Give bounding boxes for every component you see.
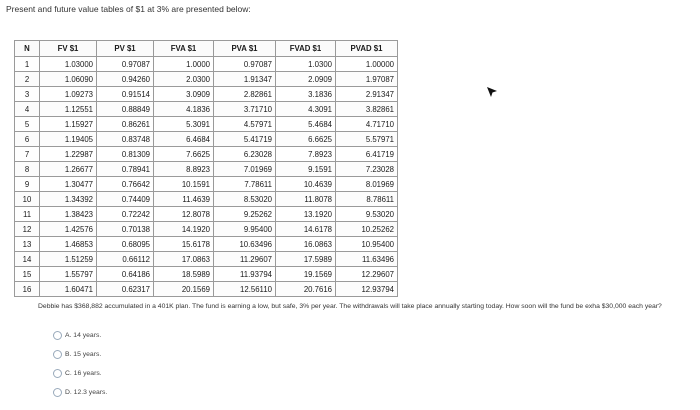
period-cell: 11 — [15, 207, 40, 222]
value-cell: 11.4639 — [154, 192, 214, 207]
value-cell: 10.1591 — [154, 177, 214, 192]
value-cell: 20.1569 — [154, 282, 214, 297]
value-cell: 0.68095 — [97, 237, 154, 252]
value-cell: 1.09273 — [40, 87, 97, 102]
value-cell: 0.81309 — [97, 147, 154, 162]
period-cell: 16 — [15, 282, 40, 297]
value-cell: 5.41719 — [214, 132, 276, 147]
value-cell: 13.1920 — [276, 207, 336, 222]
value-cell: 0.76642 — [97, 177, 154, 192]
option-b[interactable] — [53, 345, 107, 364]
value-cell: 0.94260 — [97, 72, 154, 87]
value-cell: 3.82861 — [336, 102, 398, 117]
value-cell: 1.19405 — [40, 132, 97, 147]
value-cell: 4.1836 — [154, 102, 214, 117]
value-cell: 9.95400 — [214, 222, 276, 237]
period-cell: 10 — [15, 192, 40, 207]
table-row — [15, 147, 398, 162]
table-row — [15, 117, 398, 132]
value-table — [14, 40, 398, 297]
value-cell: 8.78611 — [336, 192, 398, 207]
value-cell: 8.53020 — [214, 192, 276, 207]
period-cell: 1 — [15, 57, 40, 72]
value-cell: 0.83748 — [97, 132, 154, 147]
table-row — [15, 207, 398, 222]
mouse-pointer-icon — [486, 86, 498, 98]
value-cell: 1.38423 — [40, 207, 97, 222]
value-cell: 12.56110 — [214, 282, 276, 297]
value-cell: 8.01969 — [336, 177, 398, 192]
value-cell: 7.23028 — [336, 162, 398, 177]
value-cell: 1.30477 — [40, 177, 97, 192]
value-cell: 4.71710 — [336, 117, 398, 132]
value-cell: 0.97087 — [97, 57, 154, 72]
value-cell: 1.22987 — [40, 147, 97, 162]
column-header: PV $1 — [97, 41, 154, 57]
value-cell: 11.8078 — [276, 192, 336, 207]
value-cell: 7.8923 — [276, 147, 336, 162]
value-cell: 9.1591 — [276, 162, 336, 177]
period-cell: 2 — [15, 72, 40, 87]
option-d[interactable] — [53, 383, 107, 402]
answer-options — [53, 326, 107, 402]
value-cell: 20.7616 — [276, 282, 336, 297]
value-cell: 12.8078 — [154, 207, 214, 222]
period-cell: 3 — [15, 87, 40, 102]
period-cell: 14 — [15, 252, 40, 267]
value-cell: 1.91347 — [214, 72, 276, 87]
period-cell: 4 — [15, 102, 40, 117]
value-cell: 17.0863 — [154, 252, 214, 267]
value-cell: 6.41719 — [336, 147, 398, 162]
value-cell: 16.0863 — [276, 237, 336, 252]
value-cell: 1.51259 — [40, 252, 97, 267]
value-cell: 8.8923 — [154, 162, 214, 177]
table-row — [15, 132, 398, 147]
value-cell: 4.3091 — [276, 102, 336, 117]
value-cell: 7.78611 — [214, 177, 276, 192]
option-label: D. 12.3 years. — [65, 389, 108, 396]
value-cell: 3.1836 — [276, 87, 336, 102]
value-cell: 1.12551 — [40, 102, 97, 117]
column-header: PVA $1 — [214, 41, 276, 57]
value-cell: 1.0300 — [276, 57, 336, 72]
table-row — [15, 222, 398, 237]
value-cell: 19.1569 — [276, 267, 336, 282]
column-header: FV $1 — [40, 41, 97, 57]
value-cell: 6.23028 — [214, 147, 276, 162]
radio-button-icon[interactable] — [53, 369, 62, 378]
column-header: N — [15, 41, 40, 57]
value-cell: 7.01969 — [214, 162, 276, 177]
value-cell: 0.97087 — [214, 57, 276, 72]
value-cell: 6.6625 — [276, 132, 336, 147]
value-cell: 1.00000 — [336, 57, 398, 72]
table-row — [15, 72, 398, 87]
value-cell: 10.95400 — [336, 237, 398, 252]
table-row — [15, 282, 398, 297]
value-cell: 14.6178 — [276, 222, 336, 237]
value-cell: 0.88849 — [97, 102, 154, 117]
value-cell: 5.4684 — [276, 117, 336, 132]
table-row — [15, 177, 398, 192]
period-cell: 8 — [15, 162, 40, 177]
option-label: C. 16 years. — [65, 370, 102, 377]
value-cell: 3.0909 — [154, 87, 214, 102]
table-row — [15, 192, 398, 207]
value-cell: 1.60471 — [40, 282, 97, 297]
value-cell: 1.97087 — [336, 72, 398, 87]
value-cell: 4.57971 — [214, 117, 276, 132]
table-row — [15, 252, 398, 267]
column-header: PVAD $1 — [336, 41, 398, 57]
table-row — [15, 102, 398, 117]
value-cell: 9.25262 — [214, 207, 276, 222]
table-row — [15, 87, 398, 102]
option-label: B. 15 years. — [65, 351, 102, 358]
value-cell: 17.5989 — [276, 252, 336, 267]
radio-button-icon[interactable] — [53, 331, 62, 340]
column-header: FVA $1 — [154, 41, 214, 57]
value-cell: 6.4684 — [154, 132, 214, 147]
value-cell: 3.71710 — [214, 102, 276, 117]
value-cell: 10.25262 — [336, 222, 398, 237]
value-cell: 10.4639 — [276, 177, 336, 192]
value-cell: 1.42576 — [40, 222, 97, 237]
period-cell: 7 — [15, 147, 40, 162]
value-cell: 0.70138 — [97, 222, 154, 237]
value-cell: 1.46853 — [40, 237, 97, 252]
column-header: FVAD $1 — [276, 41, 336, 57]
value-cell: 11.93794 — [214, 267, 276, 282]
value-cell: 0.74409 — [97, 192, 154, 207]
value-cell: 1.26677 — [40, 162, 97, 177]
value-cell: 18.5989 — [154, 267, 214, 282]
period-cell: 12 — [15, 222, 40, 237]
value-cell: 0.86261 — [97, 117, 154, 132]
period-cell: 5 — [15, 117, 40, 132]
value-cell: 2.0909 — [276, 72, 336, 87]
period-cell: 15 — [15, 267, 40, 282]
value-cell: 10.63496 — [214, 237, 276, 252]
value-cell: 9.53020 — [336, 207, 398, 222]
value-cell: 1.15927 — [40, 117, 97, 132]
table-row — [15, 267, 398, 282]
value-cell: 1.55797 — [40, 267, 97, 282]
value-cell: 11.63496 — [336, 252, 398, 267]
table-header-row — [15, 41, 398, 57]
value-cell: 0.78941 — [97, 162, 154, 177]
value-cell: 14.1920 — [154, 222, 214, 237]
value-cell: 1.34392 — [40, 192, 97, 207]
value-cell: 7.6625 — [154, 147, 214, 162]
value-cell: 12.93794 — [336, 282, 398, 297]
option-label: A. 14 years. — [65, 332, 102, 339]
value-cell: 5.3091 — [154, 117, 214, 132]
period-cell: 13 — [15, 237, 40, 252]
value-cell: 1.0000 — [154, 57, 214, 72]
value-cell: 1.06090 — [40, 72, 97, 87]
period-cell: 6 — [15, 132, 40, 147]
value-cell: 0.91514 — [97, 87, 154, 102]
value-cell: 2.82861 — [214, 87, 276, 102]
period-cell: 9 — [15, 177, 40, 192]
value-cell: 2.0300 — [154, 72, 214, 87]
question-text: Debbie has $368,882 accumulated in a 401K plan. The fund is earning a low, but safe, 3% per year. The withdrawals will take place annually starting today. How soon will the fund be exha $30,000 each year? — [38, 303, 662, 310]
table-row — [15, 237, 398, 252]
value-cell: 12.29607 — [336, 267, 398, 282]
option-c[interactable] — [53, 364, 107, 383]
value-cell: 1.03000 — [40, 57, 97, 72]
value-cell: 15.6178 — [154, 237, 214, 252]
radio-button-icon[interactable] — [53, 350, 62, 359]
value-cell: 0.72242 — [97, 207, 154, 222]
radio-button-icon[interactable] — [53, 388, 62, 397]
value-cell: 2.91347 — [336, 87, 398, 102]
value-cell: 11.29607 — [214, 252, 276, 267]
value-cell: 0.66112 — [97, 252, 154, 267]
option-a[interactable] — [53, 326, 107, 345]
table-row — [15, 57, 398, 72]
value-cell: 0.62317 — [97, 282, 154, 297]
value-cell: 5.57971 — [336, 132, 398, 147]
value-cell: 0.64186 — [97, 267, 154, 282]
table-row — [15, 162, 398, 177]
intro-text: Present and future value tables of $1 at 3% are presented below: — [6, 4, 251, 14]
